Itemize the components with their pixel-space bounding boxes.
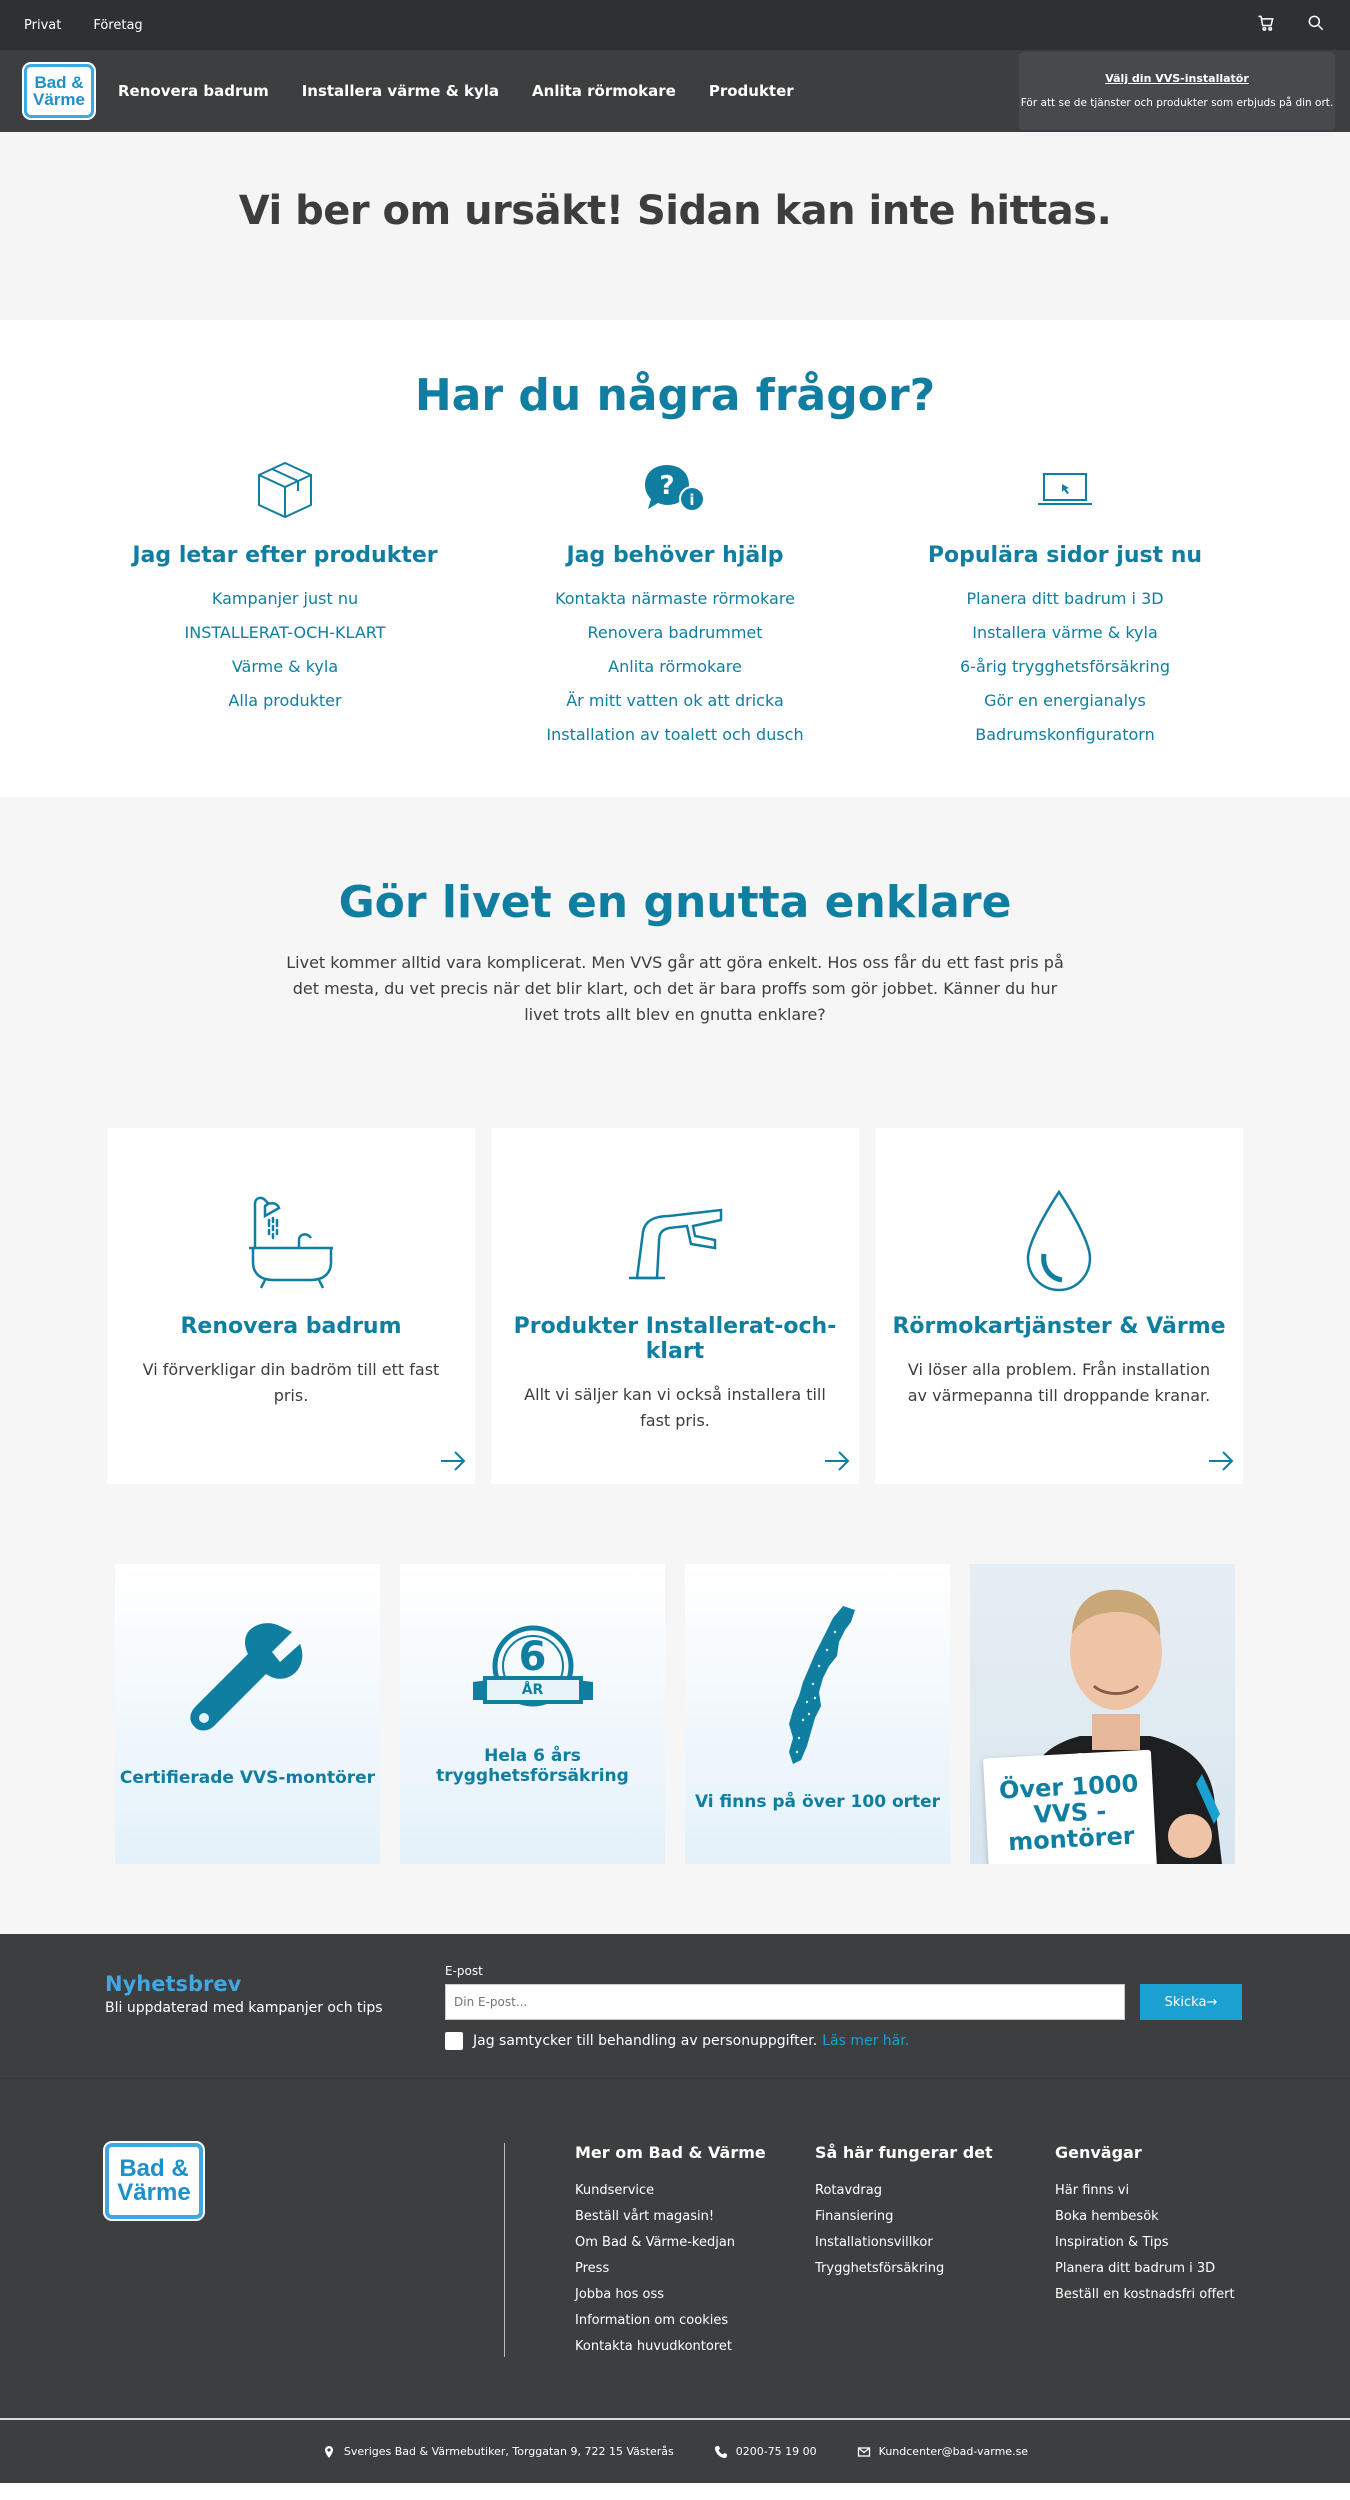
- badge-certifierade: [115, 1564, 380, 1864]
- top-bar: [0, 0, 1350, 50]
- footer-divider: [504, 2143, 505, 2357]
- nav-item-anlita-rormokare[interactable]: Anlita rörmokare: [532, 82, 676, 100]
- link-kontakta-rormokare[interactable]: Kontakta närmaste rörmokare: [555, 589, 795, 608]
- water-drop-icon: [875, 1188, 1243, 1296]
- footer-column-title: Mer om Bad & Värme: [575, 2143, 766, 2162]
- svg-text:?: ?: [659, 471, 675, 501]
- footer: [0, 2078, 1350, 2418]
- email-label: E-post: [445, 1964, 483, 1978]
- footer-link[interactable]: Installationsvillkor: [815, 2235, 933, 2250]
- card-produkter[interactable]: [491, 1128, 859, 1484]
- wrench-icon: [188, 1622, 308, 1742]
- link-planera-badrum-3d[interactable]: Planera ditt badrum i 3D: [966, 589, 1164, 608]
- footer-column-title: Genvägar: [1055, 2143, 1142, 2162]
- footer-link[interactable]: Rotavdrag: [815, 2183, 882, 2198]
- logo[interactable]: [24, 64, 94, 118]
- email-text[interactable]: Kundcenter@bad-varme.se: [878, 2445, 1029, 2458]
- phone-text[interactable]: 0200-75 19 00: [735, 2445, 817, 2458]
- consent-read-more-link[interactable]: Läs mer här.: [822, 2033, 910, 2049]
- help-icon: [505, 459, 845, 521]
- bathtub-icon: [107, 1188, 475, 1296]
- logo-line1: Bad &: [119, 2155, 189, 2182]
- link-trygghetsforsakring[interactable]: 6-årig trygghetsförsäkring: [960, 657, 1170, 676]
- link-kampanjer[interactable]: Kampanjer just nu: [211, 589, 359, 608]
- link-anlita-rormokare[interactable]: Anlita rörmokare: [608, 657, 742, 676]
- faucet-icon: [491, 1188, 859, 1296]
- footer-link[interactable]: Beställ en kostnadsfri offert: [1055, 2287, 1235, 2302]
- card-rormokartjanster[interactable]: [875, 1128, 1243, 1484]
- consent-row: [445, 2032, 1245, 2050]
- badge-trygghet: [400, 1564, 665, 1864]
- montorer-sign: [983, 1750, 1157, 1864]
- main-nav: [0, 50, 1350, 132]
- sign-line: Över 1000: [998, 1769, 1139, 1805]
- badge-text: Hela 6 års trygghetsförsäkring: [436, 1746, 629, 1786]
- footer-link[interactable]: Boka hembesök: [1055, 2209, 1159, 2224]
- location-pin-icon: [322, 2445, 336, 2459]
- card-text: Vi förverkligar din badröm till ett fast pris.: [142, 1360, 440, 1405]
- footer-bottom-bar: [0, 2418, 1350, 2483]
- service-cards: [0, 1128, 1350, 1484]
- nav-item-renovera-badrum[interactable]: Renovera badrum: [118, 82, 269, 100]
- question-column-title: Populära sidor just nu: [927, 543, 1203, 568]
- usp-badges: [0, 1564, 1350, 1864]
- link-installation-toalett[interactable]: Installation av toalett och dusch: [546, 725, 804, 744]
- newsletter-intro: [105, 1972, 445, 2078]
- question-column-popular: [895, 459, 1235, 752]
- question-column-title: Jag letar efter produkter: [132, 543, 438, 568]
- simpler-intro: Livet kommer alltid vara komplicerat. Men VVS går att göra enkelt. Hos oss får du ett fast pris på det mesta, du vet precis när det blir klart, och det är bara proffs som gör jobbet. Känner du hur livet trots allt blev en gnutta enklare?: [286, 953, 1064, 1024]
- nav-item-produkter[interactable]: Produkter: [708, 82, 794, 100]
- logo-line2: Värme: [33, 90, 85, 109]
- footer-link[interactable]: Här finns vi: [1055, 2183, 1130, 2198]
- newsletter-subtitle: Bli uppdaterad med kampanjer och tips: [105, 2000, 383, 2016]
- footer-link[interactable]: Finansiering: [815, 2209, 894, 2224]
- footer-link[interactable]: Information om cookies: [575, 2313, 729, 2328]
- installer-desc: För att se de tjänster och produkter som erbjuds på din ort.: [1020, 97, 1334, 109]
- nav-menu: [118, 82, 794, 100]
- newsletter-title: Nyhetsbrev: [105, 1972, 242, 1996]
- badge-montorer: [970, 1564, 1235, 1864]
- installer-title[interactable]: Välj din VVS-installatör: [1105, 72, 1249, 85]
- footer-link[interactable]: Trygghetsförsäkring: [815, 2261, 945, 2276]
- badge-text: Vi finns på över 100 orter: [694, 1792, 941, 1812]
- card-text: Allt vi säljer kan vi också installera till fast pris.: [524, 1385, 826, 1430]
- footer-link[interactable]: Planera ditt badrum i 3D: [1055, 2261, 1216, 2276]
- cart-icon[interactable]: [1256, 13, 1276, 37]
- footer-logo[interactable]: [105, 2143, 203, 2219]
- sign-line: montörer: [1007, 1821, 1136, 1857]
- installer-selector[interactable]: [1019, 52, 1335, 130]
- svg-text:i: i: [689, 491, 695, 509]
- footer-link[interactable]: Beställ vårt magasin!: [575, 2209, 715, 2224]
- card-text: Vi löser alla problem. Från installation av värmepanna till droppande kranar.: [907, 1360, 1211, 1405]
- link-renovera-badrummet[interactable]: Renovera badrummet: [587, 623, 763, 642]
- card-title: Rörmokartjänster & Värme: [892, 1314, 1226, 1339]
- error-title: Vi ber om ursäkt! Sidan kan inte hittas.: [238, 188, 1112, 234]
- newsletter-section: [0, 1934, 1350, 2078]
- segment-privat[interactable]: Privat: [24, 17, 62, 33]
- search-icon[interactable]: [1306, 13, 1326, 37]
- badge-text: Certifierade VVS-montörer: [119, 1768, 376, 1788]
- footer-phone[interactable]: [714, 2445, 817, 2459]
- footer-column-title: Så här fungerar det: [815, 2143, 993, 2162]
- question-column-help: [505, 459, 845, 752]
- footer-link[interactable]: Jobba hos oss: [575, 2287, 664, 2302]
- link-alla-produkter[interactable]: Alla produkter: [228, 691, 342, 710]
- arrow-right-icon[interactable]: [1207, 1450, 1235, 1472]
- footer-email[interactable]: [857, 2445, 1028, 2459]
- newsletter-form: [445, 1964, 1245, 2078]
- footer-link[interactable]: Inspiration & Tips: [1055, 2235, 1169, 2250]
- card-title: Produkter Installerat-och-klart: [513, 1314, 837, 1364]
- footer-address: [322, 2445, 674, 2459]
- sweden-map-icon: [775, 1602, 861, 1770]
- top-actions: [1256, 13, 1326, 37]
- questions-title: Har du några frågor?: [414, 370, 936, 421]
- phone-icon: [714, 2445, 728, 2459]
- segment-foretag[interactable]: Företag: [93, 17, 143, 33]
- footer-column-genvagar: [1055, 2143, 1295, 2418]
- footer-column-mer-om: [575, 2143, 815, 2418]
- link-varme-kyla[interactable]: Värme & kyla: [231, 657, 339, 676]
- logo-line2: Värme: [117, 2179, 191, 2206]
- consent-text: Jag samtycker till behandling av personuppgifter.: [473, 2033, 818, 2049]
- card-title: Renovera badrum: [180, 1314, 402, 1339]
- medal-icon: [471, 1624, 595, 1724]
- sign-line: VVS -: [1032, 1797, 1108, 1829]
- simpler-section: [0, 797, 1350, 1934]
- question-column-title: Jag behöver hjälp: [566, 543, 784, 568]
- arrow-right-icon[interactable]: [823, 1450, 851, 1472]
- error-banner: [0, 132, 1350, 320]
- link-installera-varme[interactable]: Installera värme & kyla: [972, 623, 1158, 642]
- simpler-title: Gör livet en gnutta enklare: [338, 877, 1012, 928]
- laptop-icon: [895, 459, 1235, 521]
- badge-orter: [685, 1564, 950, 1864]
- logo-line1: Bad &: [34, 73, 84, 92]
- nav-item-installera-varme[interactable]: Installera värme & kyla: [301, 82, 500, 100]
- mail-icon: [857, 2445, 871, 2459]
- box-icon: [115, 459, 455, 521]
- questions-section: [0, 320, 1350, 797]
- submit-button[interactable]: Skicka→: [1140, 1984, 1242, 2020]
- medal-number: 6: [518, 1634, 547, 1680]
- link-installerat-och-klart[interactable]: INSTALLERAT-OCH-KLART: [184, 623, 386, 642]
- email-input[interactable]: [445, 1984, 1125, 2020]
- link-energianalys[interactable]: Gör en energianalys: [984, 691, 1146, 710]
- question-column-products: [115, 459, 455, 752]
- consent-checkbox[interactable]: [445, 2032, 463, 2050]
- footer-link[interactable]: Press: [575, 2261, 610, 2276]
- link-badrumskonfiguratorn[interactable]: Badrumskonfiguratorn: [975, 725, 1155, 744]
- medal-unit: ÅR: [521, 1682, 544, 1698]
- footer-link[interactable]: Kontakta huvudkontoret: [575, 2339, 732, 2354]
- address-text: Sveriges Bad & Värmebutiker, Torggatan 9, 722 15 Västerås: [343, 2445, 674, 2458]
- arrow-right-icon[interactable]: [439, 1450, 467, 1472]
- footer-link[interactable]: Kundservice: [575, 2183, 655, 2198]
- link-vatten-ok[interactable]: Är mitt vatten ok att dricka: [566, 691, 784, 710]
- footer-link[interactable]: Om Bad & Värme-kedjan: [575, 2235, 736, 2250]
- card-renovera-badrum[interactable]: [107, 1128, 475, 1484]
- footer-column-sa-har: [815, 2143, 1055, 2418]
